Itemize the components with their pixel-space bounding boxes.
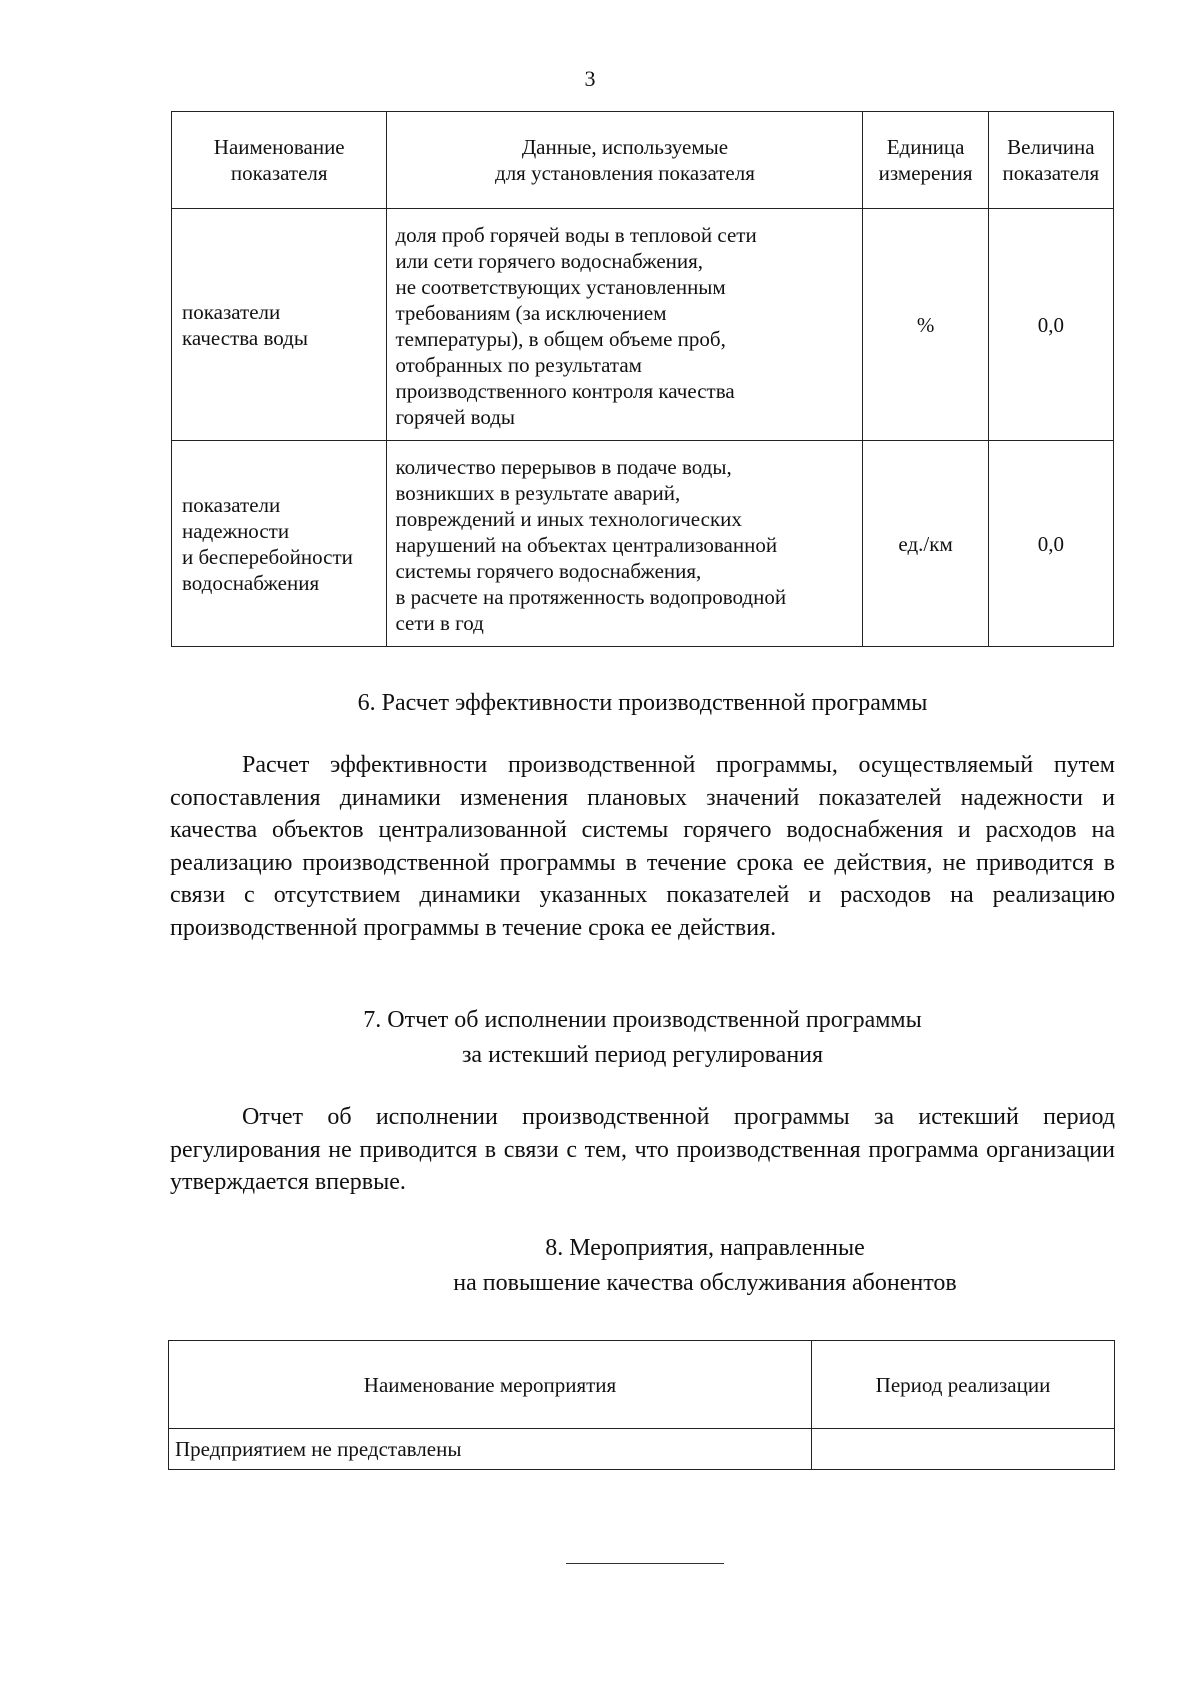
section-7-paragraph: Отчет об исполнении производственной программы за истекший период регулирования не приводится в связи с тем, что производственная программа организации утверждается впервые. xyxy=(170,1104,1115,1195)
measures-table xyxy=(168,1340,1115,1470)
indicators-table xyxy=(171,111,1114,647)
indicator-description: количество перерывов в подаче воды, возникших в результате аварий, повреждений и иных технологических нарушений на объектах централизованной системы горячего водоснабжения, в расчете на протяженность водопроводной сети в год xyxy=(387,441,863,647)
section-7-heading: 7. Отчет об исполнении производственной программы за истекший период регулирования xyxy=(363,1007,922,1068)
table-header-row xyxy=(169,1341,1115,1429)
indicator-value: 0,0 xyxy=(988,209,1113,441)
table-row xyxy=(172,441,1114,647)
header-measure-name: Наименование мероприятия xyxy=(169,1341,812,1429)
section-6-heading: 6. Расчет эффективности производственной программы xyxy=(357,690,928,716)
indicator-unit: ед./км xyxy=(863,441,988,647)
section-8-heading: 8. Мероприятия, направленные на повышение качества обслуживания абонентов xyxy=(453,1235,957,1296)
indicator-unit: % xyxy=(863,209,988,441)
table-row xyxy=(172,209,1114,441)
header-indicator-name: Наименование показателя xyxy=(172,112,387,209)
header-data-used: Данные, используемые для установления показателя xyxy=(387,112,863,209)
indicator-name: показатели надежности и бесперебойности водоснабжения xyxy=(172,441,387,647)
header-unit: Единица измерения xyxy=(863,112,988,209)
table-row xyxy=(169,1429,1115,1470)
measure-period xyxy=(812,1429,1115,1470)
measure-name: Предприятием не представлены xyxy=(169,1429,812,1470)
table-header-row xyxy=(172,112,1114,209)
indicator-value: 0,0 xyxy=(988,441,1113,647)
indicator-description: доля проб горячей воды в тепловой сети или сети горячего водоснабжения, не соответствующих установленным требованиям (за исключением температуры), в общем объеме проб, отобранных по результатам производственного контроля качества горячей воды xyxy=(387,209,863,441)
indicator-name: показатели качества воды xyxy=(172,209,387,441)
footer-divider xyxy=(566,1563,724,1564)
header-implementation-period: Период реализации xyxy=(812,1341,1115,1429)
header-value: Величина показателя xyxy=(988,112,1113,209)
section-6-paragraph: Расчет эффективности производственной программы, осуществляемый путем сопоставления динамики изменения плановых значений показателей надежности и качества объектов централизованной системы горячего водоснабжения и расходов на реализацию производственной программы в течение срока ее действия, не приводится в связи с отсутствием динамики указанных показателей и расходов на реализацию производственной программы в течение срока ее действия. xyxy=(170,752,1115,941)
page-number: 3 xyxy=(584,66,596,91)
